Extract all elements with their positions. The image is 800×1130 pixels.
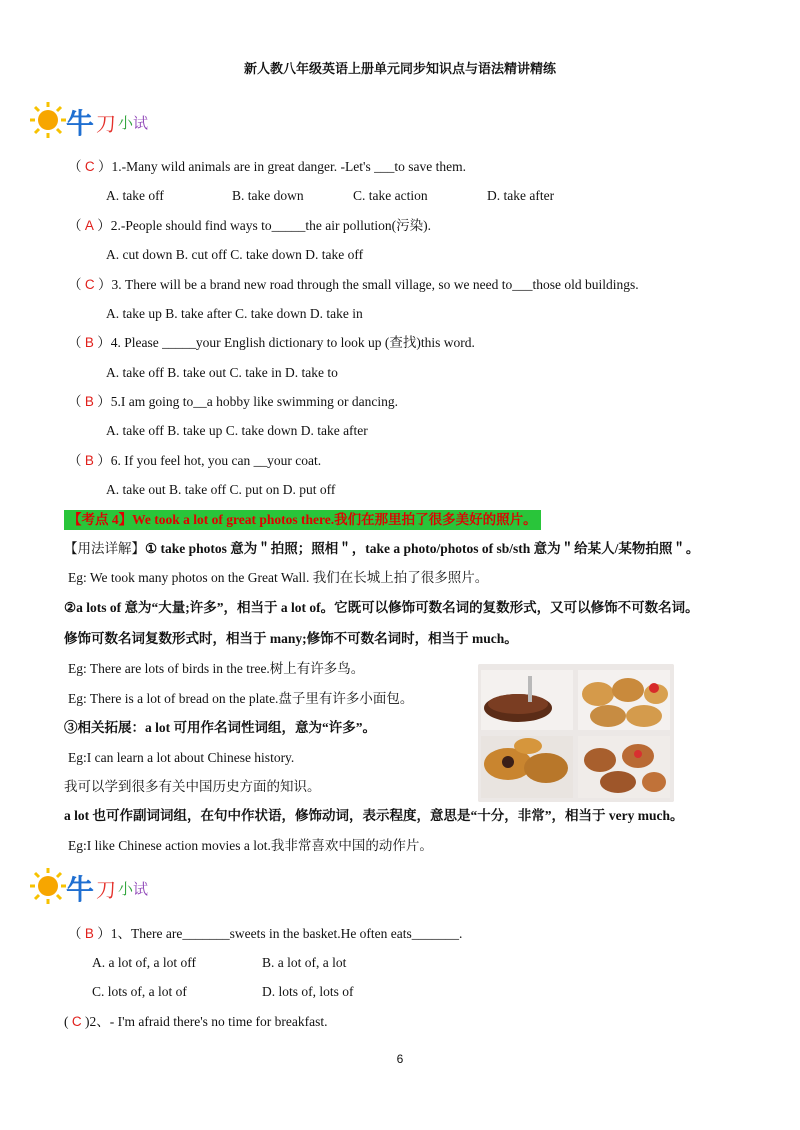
answer-letter: C: [84, 159, 95, 174]
badge-char: 小: [118, 880, 134, 898]
option-a: A. a lot of, a lot off: [92, 955, 196, 970]
question-5: （ B ）5.I am going to__a hobby like swimming or dancing.: [68, 394, 398, 409]
usage-point-2-cont: 修饰可数名词复数形式时，相当于 many;修饰不可数名词时，相当于 much。: [64, 631, 518, 646]
badge-char: 刀: [96, 112, 116, 136]
option-d: D. take after: [487, 188, 555, 203]
usage-point-2: ②a lots of 意为“大量;许多”，相当于 a lot of。它既可以修饰可数名词的复数形式，又可以修饰不可数名词。: [64, 600, 699, 615]
usage-point-3: ③相关拓展：a lot 可用作名词性词组，意为“许多”。: [64, 720, 376, 735]
example: Eg:I can learn a lot about Chinese history.: [68, 750, 295, 765]
option-b: B. take down: [232, 188, 304, 203]
badge-char: 刀: [96, 878, 116, 902]
example: Eg: We took many photos on the Great Wall. 我们在长城上拍了很多照片。: [68, 570, 489, 585]
options-row: A. take off B. take out C. take in D. take to: [106, 365, 338, 380]
usage-point-1: 【用法详解】① take photos 意为＂拍照；照相＂，take a photo/photos of sb/sth 意为＂给某人/某物拍照＂。: [64, 541, 700, 557]
question-1: （ C ）1.-Many wild animals are in great danger. -Let's ___to save them.: [68, 159, 466, 174]
question-2: ( C )2、- I'm afraid there's no time for breakfast.: [64, 1014, 328, 1029]
badge-char: 牛: [66, 107, 95, 140]
option-c: C. take action: [353, 188, 428, 203]
option-d: D. lots of, lots of: [262, 984, 354, 999]
options-row: A. take off B. take up C. take down D. take after: [106, 423, 368, 438]
question-4: （ B ）4. Please _____your English dictionary to look up (查找)this word.: [68, 335, 475, 350]
badge-char: 试: [133, 114, 149, 132]
question-1: （ B ）1、There are_______sweets in the basket.He often eats_______.: [68, 926, 463, 941]
option-b: B. a lot of, a lot: [262, 955, 347, 970]
page-number: 6: [396, 1052, 404, 1066]
page-header: 新人教八年级英语上册单元同步知识点与语法精讲精练: [243, 62, 556, 77]
question-3: （ C ）3. There will be a brand new road through the small village, so we need to___those old buildings.: [68, 277, 639, 292]
badge-char: 牛: [66, 873, 95, 906]
example: Eg: There is a lot of bread on the plate.盘子里有许多小面包。: [68, 691, 414, 706]
options-row: A. cut down B. cut off C. take down D. take off: [106, 247, 364, 262]
section-banner: 【考点 4】We took a lot of great photos there.我们在那里拍了很多美好的照片。: [64, 510, 541, 530]
quiz-badge: [30, 866, 150, 906]
usage-point-4: a lot 也可作副词词组，在句中作状语，修饰动词，表示程度，意思是“十分，非常”，相当于 very much。: [64, 808, 684, 823]
example: Eg: There are lots of birds in the tree.树上有许多鸟。: [68, 661, 365, 676]
badge-char: 试: [133, 880, 149, 898]
pastry-photo: [478, 664, 674, 802]
options-row: A. take out B. take off C. put on D. put off: [106, 482, 336, 497]
option-c: C. lots of, a lot of: [92, 984, 187, 999]
example: Eg:I like Chinese action movies a lot.我非常喜欢中国的动作片。: [68, 838, 433, 853]
options-row: A. take up B. take after C. take down D. take in: [106, 306, 363, 321]
question-6: （ B ）6. If you feel hot, you can __your coat.: [68, 453, 322, 468]
option-a: A. take off: [106, 188, 164, 203]
question-2: （ A ）2.-People should find ways to_____the air pollution(污染).: [68, 218, 431, 233]
example-translation: 我可以学到很多有关中国历史方面的知识。: [64, 779, 321, 794]
quiz-badge: [30, 100, 150, 140]
badge-char: 小: [118, 114, 134, 132]
